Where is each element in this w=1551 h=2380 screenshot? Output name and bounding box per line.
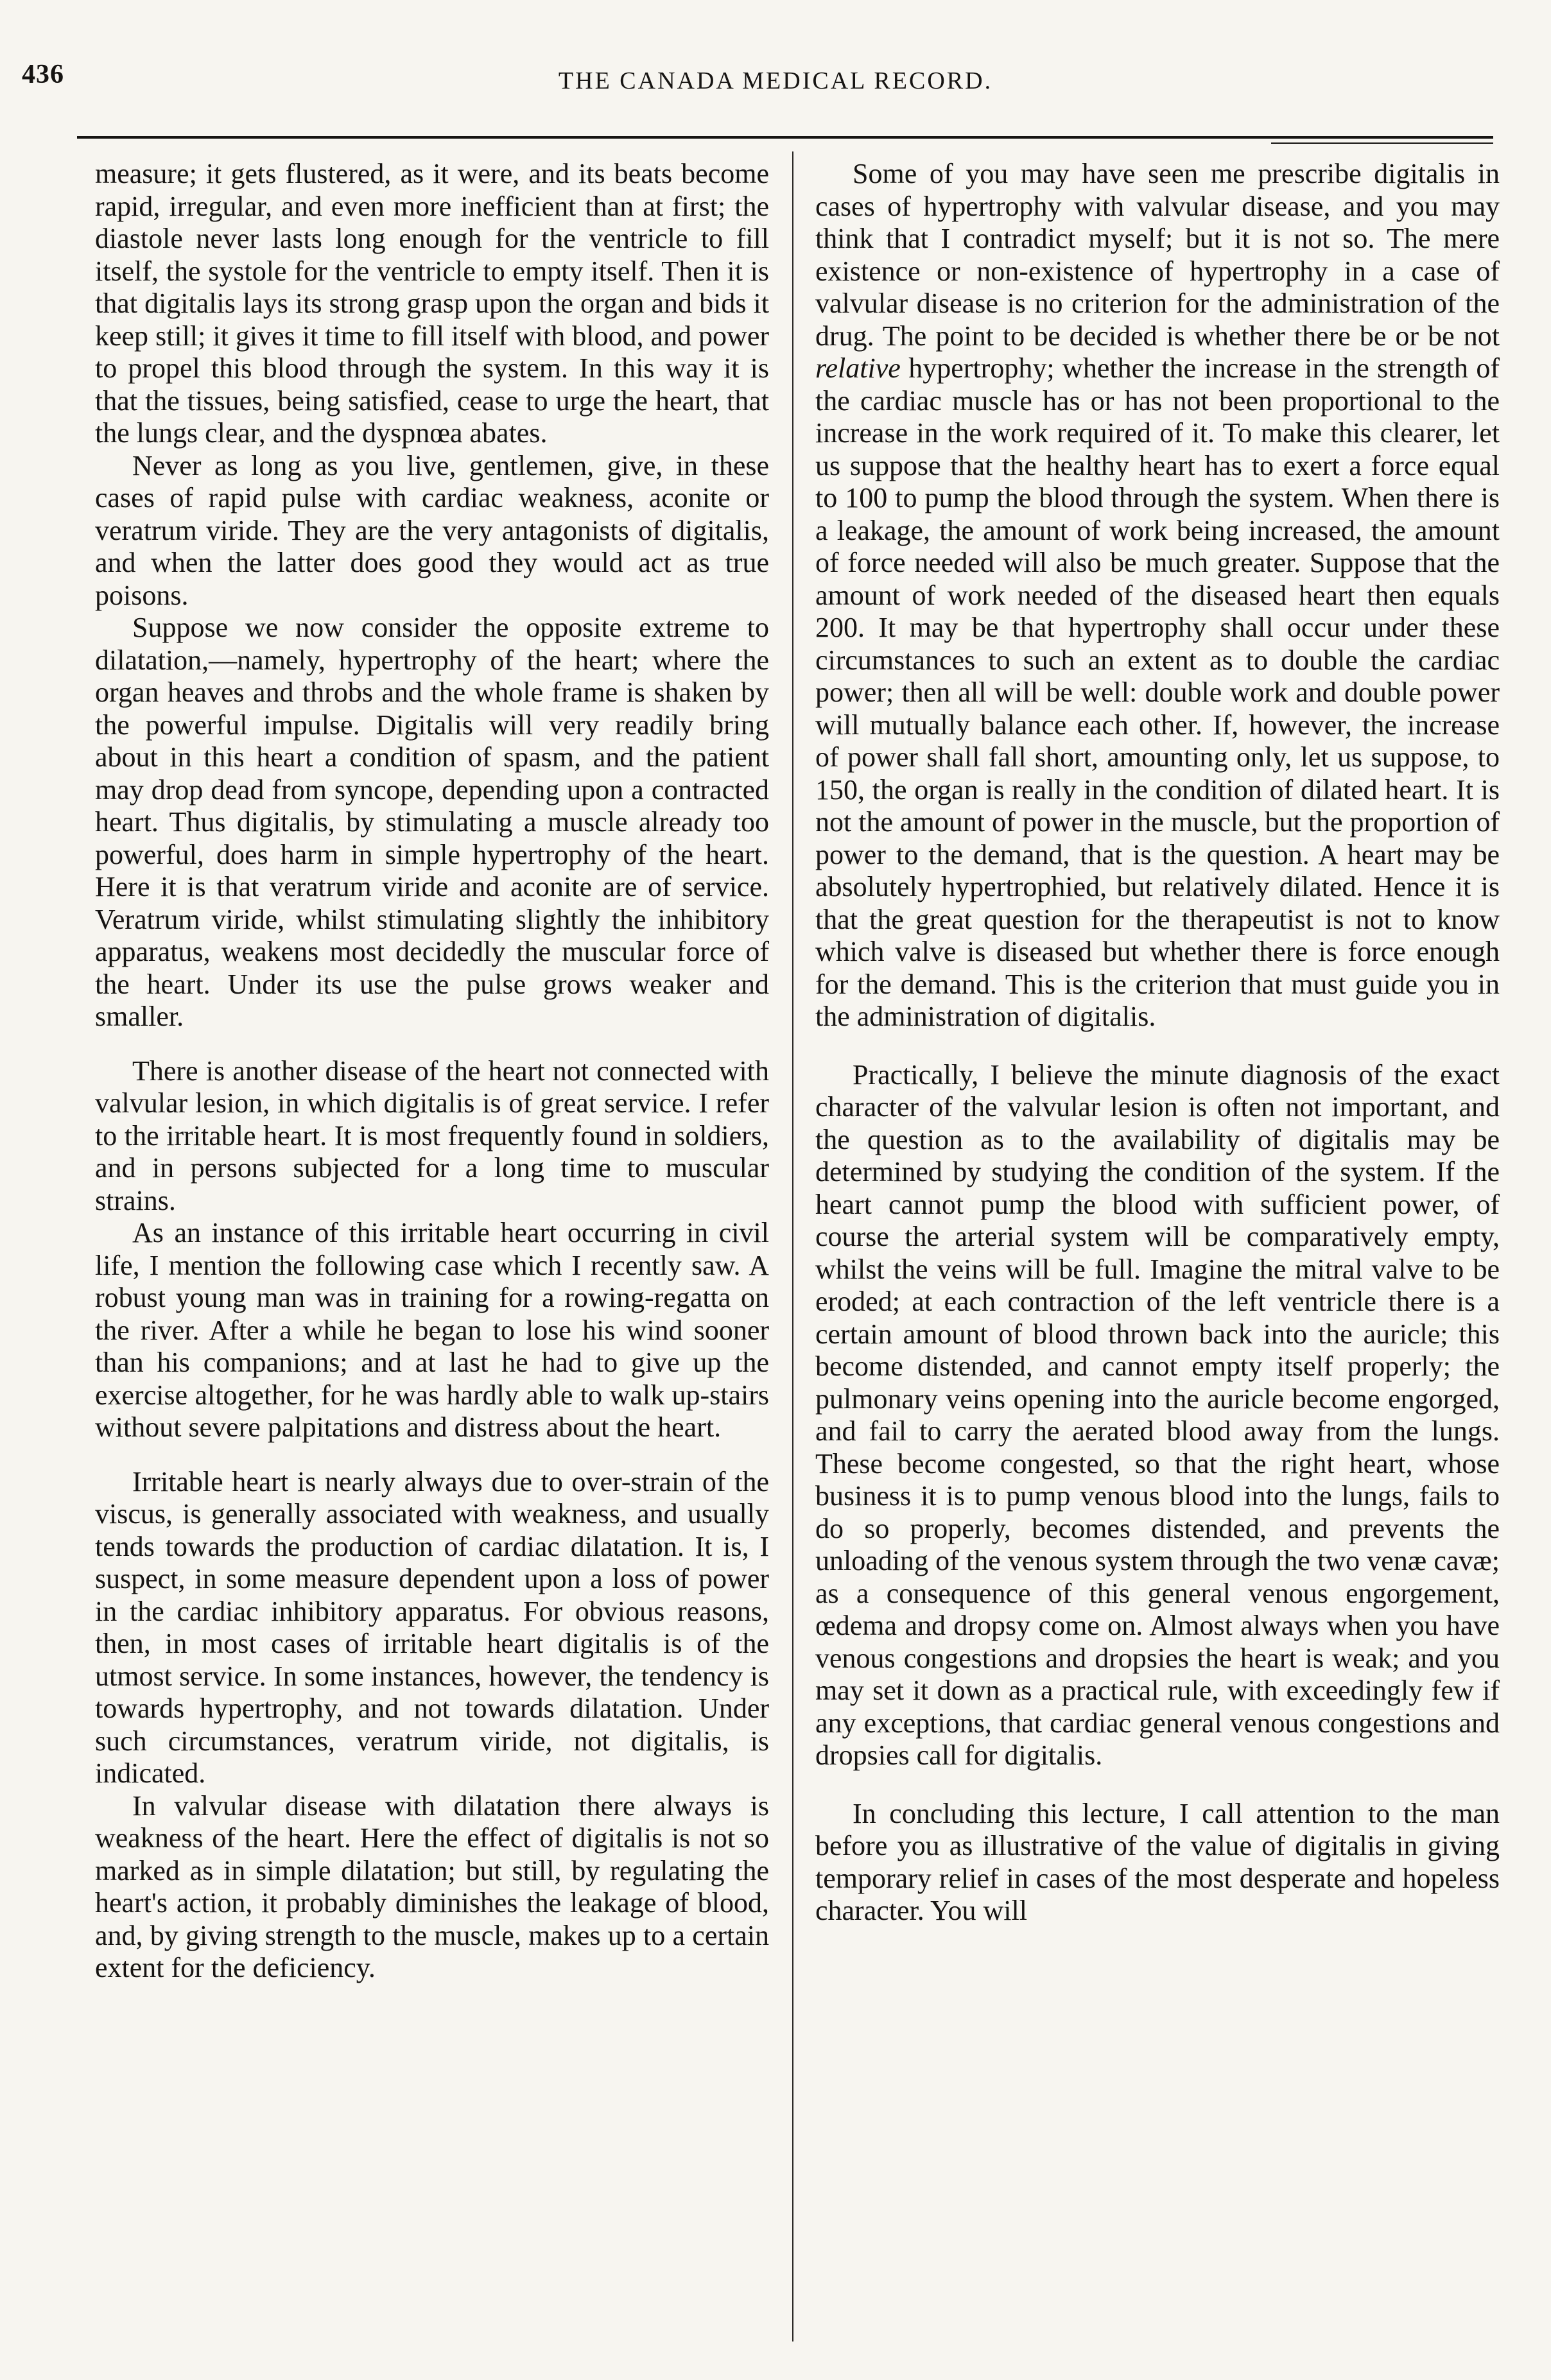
page-number: 436 [22,60,64,89]
right-paragraph-1 [815,158,1500,1033]
left-paragraph-7: In valvular disease with dilatation there always is weakness of the heart. Here the effect of digitalis is not so marked as in simple dilatation; but still, by regulating the heart's action, it probably diminishes the leakage of blood, and, by giving strength to the muscle, makes up to a certain extent for the deficiency. [95,1789,769,1983]
left-paragraph-5: As an instance of this irritable heart occurring in civil life, I mention the following case which I recently saw. A robust young man was in training for a rowing-regatta on the river. After a while he began to lose his wind sooner than his companions; and at last he had to give up the exercise altogether, for he was hardly able to walk up-stairs without severe palpitations and distress about the heart. [95,1217,769,1443]
column-divider [792,151,793,2341]
left-paragraph-2: Never as long as you live, gentlemen, give, in these cases of rapid pulse with cardiac weakness, aconite or veratrum viride. They are the very antagonists of digitalis, and when the latter does good they would act as true poisons. [95,449,769,611]
header-rule [77,136,1493,139]
right-paragraph-1-text-a: Some of you may have seen me prescribe digitalis in cases of hypertrophy with valvular disease, and you may think that I contradict myself; but it is not so. The mere existence or non-existence of hypertrophy in a case of valvular disease is no criterion for the administration of the drug. The point to be decided is whether there be or be not [815,158,1500,352]
journal-title: THE CANADA MEDICAL RECORD. [558,67,993,94]
right-paragraph-2: Practically, I believe the minute diagnosis of the exact character of the valvular lesion is often not important, and the question as to the availability of digitalis may be determined by studying the condition of the system. If the heart cannot pump the blood with sufficient power, of course the arterial system will be comparatively empty, whilst the veins will be full. Imagine the mitral valve to be eroded; at each contraction of the left ventricle there is a certain amount of blood thrown back into the auricle; this become distended, and cannot empty itself properly; the pulmonary veins opening into the auricle become engorged, and fail to carry the aerated blood away from the lungs. These become congested, so that the right heart, whose business it is to pump venous blood into the lungs, fails to do so properly, becomes distended, and prevents the unloading of the venous system through the two venæ cavæ; as a consequence of this general venous engorgement, œdema and dropsy come on. Almost always when you have venous congestions and dropsies the heart is weak; and you may set it down as a practical rule, with exceedingly few if any exceptions, that cardiac general venous congestions and dropsies call for digitalis. [815,1058,1500,1771]
left-paragraph-4: There is another disease of the heart not connected with valvular lesion, in which digitalis is of great service. I refer to the irritable heart. It is most frequently found in soldiers, and in persons subjected for a long time to muscular strains. [95,1055,769,1216]
right-column [815,158,1500,2341]
left-column [95,158,769,2341]
right-paragraph-3: In concluding this lecture, I call attention to the man before you as illustrative of the value of digitalis in giving temporary relief in cases of the most desperate and hopeless character. You will [815,1797,1500,1926]
left-paragraph-3: Suppose we now consider the opposite extreme to dilatation,—namely, hypertrophy of the heart; where the organ heaves and throbs and the whole frame is shaken by the powerful impulse. Digitalis will very readily bring about in this heart a condition of spasm, and the patient may drop dead from syncope, depending upon a contracted heart. Thus digitalis, by stimulating a muscle already too powerful, does harm in simple hypertrophy of the heart. Here it is that veratrum viride and aconite are of service. Veratrum viride, whilst stimulating slightly the inhibitory apparatus, weakens most decidedly the muscular force of the heart. Under its use the pulse grows weaker and smaller. [95,612,769,1032]
header-rule-secondary [1271,142,1493,144]
left-paragraph-1: measure; it gets flustered, as it were, and its beats become rapid, irregular, and even more inefficient than at first; the diastole never lasts long enough for the ventricle to fill itself, the systole for the ventricle to empty itself. Then it is that digitalis lays its strong grasp upon the organ and bids it keep still; it gives it time to fill itself with blood, and power to propel this blood through the system. In this way it is that the tissues, being satisfied, cease to urge the heart, that the lungs clear, and the dyspnœa abates. [95,158,769,449]
emphasis-relative: relative [815,352,901,384]
left-paragraph-6: Irritable heart is nearly always due to over-strain of the viscus, is generally associated with weakness, and usually tends towards the production of cardiac dilatation. It is, I suspect, in some measure dependent upon a loss of power in the cardiac inhibitory apparatus. For obvious reasons, then, in most cases of irritable heart digitalis is of the utmost service. In some instances, however, the tendency is towards hypertrophy, and not towards dilatation. Under such circumstances, veratrum viride, not digitalis, is indicated. [95,1465,769,1789]
right-paragraph-1-text-b: hypertrophy; whether the increase in the strength of the cardiac muscle has or has not been proportional to the increase in the work required of it. To make this clearer, let us suppose that the healthy heart has to exert a force equal to 100 to pump the blood through the system. When there is a leakage, the amount of work being increased, the amount of force needed will also be much greater. Suppose that the amount of work needed of the diseased heart then equals 200. It may be that hypertrophy shall occur under these circumstances to such an extent as to double the cardiac power; then all will be well: double work and double power will mutually balance each other. If, however, the increase of power shall fall short, amounting only, let us suppose, to 150, the organ is really in the condition of dilated heart. It is not the amount of power in the muscle, but the proportion of power to the demand, that is the question. A heart may be absolutely hypertrophied, but relatively dilated. Hence it is that the great question for the therapeutist is not to know which valve is diseased but whether there is force enough for the demand. This is the criterion that must guide you in the administration of digitalis. [815,352,1500,1032]
